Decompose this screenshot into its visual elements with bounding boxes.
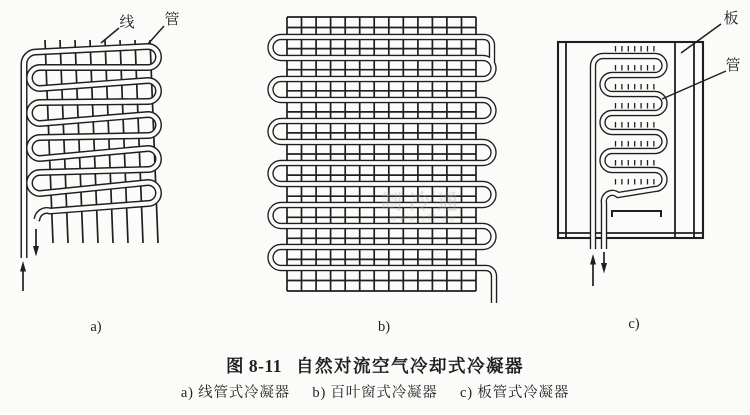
serpentine-tube-b bbox=[271, 37, 495, 303]
mounting-bracket bbox=[612, 211, 661, 217]
diagram-a-letter: a) bbox=[90, 319, 102, 335]
inlet-arrow-up-c bbox=[590, 254, 596, 286]
plate-leader-line bbox=[681, 24, 721, 53]
diagram-b-louvered-condenser bbox=[271, 17, 495, 335]
diagram-a-wire-tube-condenser bbox=[20, 11, 180, 335]
wire-annotation: 线 bbox=[119, 15, 135, 31]
outlet-arrow-down-c bbox=[601, 252, 607, 274]
condenser-plate bbox=[558, 42, 703, 238]
subcaption-item-a: a) 线管式冷凝器 bbox=[180, 385, 290, 401]
figure-caption bbox=[0, 353, 750, 378]
diagram-b-letter: b) bbox=[377, 319, 391, 335]
watermark-url: www.zfl.nu bbox=[389, 213, 457, 224]
figure-subcaption bbox=[0, 381, 750, 402]
watermark-text: 制冷通 bbox=[381, 190, 465, 214]
tube-annotation-a: 管 bbox=[164, 12, 180, 28]
inlet-arrow-up-a bbox=[20, 261, 26, 291]
figure-number: 图 8-11 bbox=[226, 356, 282, 376]
tube-annotation-c: 管 bbox=[725, 58, 741, 74]
wire-leader-line bbox=[101, 28, 119, 43]
diagram-c-letter: c) bbox=[628, 316, 640, 332]
subcaption-item-c: c) 板管式冷凝器 bbox=[460, 385, 570, 401]
subcaption-item-b: b) 百叶窗式冷凝器 bbox=[312, 385, 438, 401]
plate-annotation: 板 bbox=[723, 11, 739, 27]
diagram-c-plate-tube-condenser bbox=[558, 9, 741, 332]
tube-leader-line-a bbox=[148, 26, 164, 44]
outlet-arrow-down-a bbox=[33, 229, 39, 257]
figure-title: 自然对流空气冷却式冷凝器 bbox=[296, 356, 524, 376]
